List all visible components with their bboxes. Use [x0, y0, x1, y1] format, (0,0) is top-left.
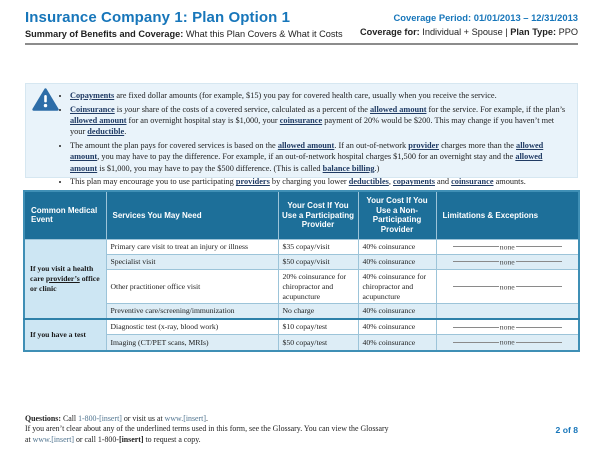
page-title: Insurance Company 1: Plan Option 1	[25, 9, 291, 26]
col-header-services: Services You May Need	[106, 191, 278, 239]
warning-triangle-icon	[32, 88, 59, 116]
cost-participating-cell: $50 copay/test	[278, 335, 358, 351]
benefits-table-header	[24, 191, 579, 239]
service-cell: Other practitioner office visit	[106, 269, 278, 304]
limitations-cell	[436, 335, 579, 351]
limitations-text: none	[499, 322, 515, 332]
coverage-period: Coverage Period: 01/01/2013 – 12/31/2013	[393, 12, 578, 23]
header-right	[360, 9, 578, 37]
col-header-participating-cost: Your Cost If You Use a Participating Provider	[278, 191, 358, 239]
cost-nonparticipating-cell: 40% coinsurance	[358, 304, 436, 319]
info-bullet: • Coinsurance is your share of the costs of a covered service, calculated as a percent of the allowed amount for the service. For example, if the plan’s allowed amount for an overnight hospital stay is $1,000, your coinsurance payment of 20% would be $200. This may change if you haven’t met your deductible.	[70, 104, 569, 138]
footer	[25, 414, 495, 445]
cost-nonparticipating-cell: 40% coinsurance	[358, 239, 436, 254]
dash-line	[453, 246, 499, 247]
service-cell: Preventive care/screening/immunization	[106, 304, 278, 319]
cost-nonparticipating-cell: 40% coinsurance	[358, 254, 436, 269]
col-header-nonparticipating-cost: Your Cost If You Use a Non-Participating Provider	[358, 191, 436, 239]
col-header-limitations: Limitations & Exceptions	[436, 191, 579, 239]
page-subtitle: Summary of Benefits and Coverage: What this Plan Covers & What it Costs	[25, 29, 343, 39]
limitations-cell	[436, 239, 579, 254]
medical-event-cell: If you visit a health care provider’s office or clinic	[24, 239, 106, 319]
table-header-row	[24, 191, 579, 239]
benefits-table-body	[24, 239, 579, 351]
service-cell: Primary care visit to treat an injury or illness	[106, 239, 278, 254]
dash-line	[516, 246, 562, 247]
dash-line	[453, 342, 499, 343]
table-row	[24, 254, 579, 269]
dash-line	[453, 286, 499, 287]
table-row	[24, 239, 579, 254]
dash-line	[516, 261, 562, 262]
info-bullet: • This plan may encourage you to use participating providers by charging you lower deductibles, copayments and coinsurance amounts.	[70, 176, 569, 187]
header-divider	[25, 43, 578, 45]
footer-line-glossary-2: at www.[insert] or call 1-800-[insert] to request a copy.	[25, 434, 201, 444]
limitations-text: none	[499, 281, 515, 291]
service-cell: Specialist visit	[106, 254, 278, 269]
dash-line	[516, 327, 562, 328]
limitations-text: none	[499, 337, 515, 347]
cost-nonparticipating-cell: 40% coinsurance for chiropractor and acupuncture	[358, 269, 436, 304]
cost-nonparticipating-cell: 40% coinsurance	[358, 319, 436, 335]
cost-participating-cell: $35 copay/visit	[278, 239, 358, 254]
medical-event-cell: If you have a test	[24, 319, 106, 350]
cost-participating-cell: 20% coinsurance for chiropractor and acupuncture	[278, 269, 358, 304]
limitations-cell	[436, 254, 579, 269]
document-header	[25, 9, 578, 39]
service-cell: Imaging (CT/PET scans, MRIs)	[106, 335, 278, 351]
dash-line	[516, 342, 562, 343]
info-bullets	[26, 84, 577, 194]
limitations-cell	[436, 269, 579, 304]
header-left	[25, 9, 343, 39]
cost-participating-cell: $50 copay/visit	[278, 254, 358, 269]
dash-line	[453, 261, 499, 262]
col-header-common-medical-event: Common Medical Event	[24, 191, 106, 239]
info-bullet: • The amount the plan pays for covered services is based on the allowed amount. If an out-of-network provider charges more than the allowed amount, you may have to pay the difference. For example, if an out-of-network hospital charges $1,500 for an overnight stay and the allowed amount is $1,000, you may have to pay the $500 difference. (This is called balance billing.)	[70, 140, 569, 174]
coverage-for: Coverage for: Individual + Spouse | Plan Type: PPO	[360, 27, 578, 37]
cost-participating-cell: No charge	[278, 304, 358, 319]
cost-participating-cell: $10 copay/test	[278, 319, 358, 335]
page-number: 2 of 8	[555, 425, 578, 435]
footer-line-questions: Questions: Call 1-800-[insert] or visit us at www.[insert].	[25, 414, 208, 423]
dash-line	[453, 327, 499, 328]
limitations-text: none	[499, 241, 515, 251]
table-row	[24, 319, 579, 335]
footer-line-glossary-1: If you aren’t clear about any of the underlined terms used in this form, see the Glossary. You can view the Glossary	[25, 424, 389, 434]
table-row	[24, 304, 579, 319]
limitations-cell	[436, 319, 579, 335]
info-bullet: • Copayments are fixed dollar amounts (for example, $15) you pay for covered health care, usually when you receive the service.	[70, 90, 569, 101]
cost-nonparticipating-cell: 40% coinsurance	[358, 335, 436, 351]
limitations-cell	[436, 304, 579, 319]
table-row	[24, 335, 579, 351]
service-cell: Diagnostic test (x-ray, blood work)	[106, 319, 278, 335]
table-row	[24, 269, 579, 304]
benefits-table	[23, 190, 580, 352]
definitions-info-box	[25, 83, 578, 187]
limitations-text: none	[499, 256, 515, 266]
dash-line	[516, 286, 562, 287]
